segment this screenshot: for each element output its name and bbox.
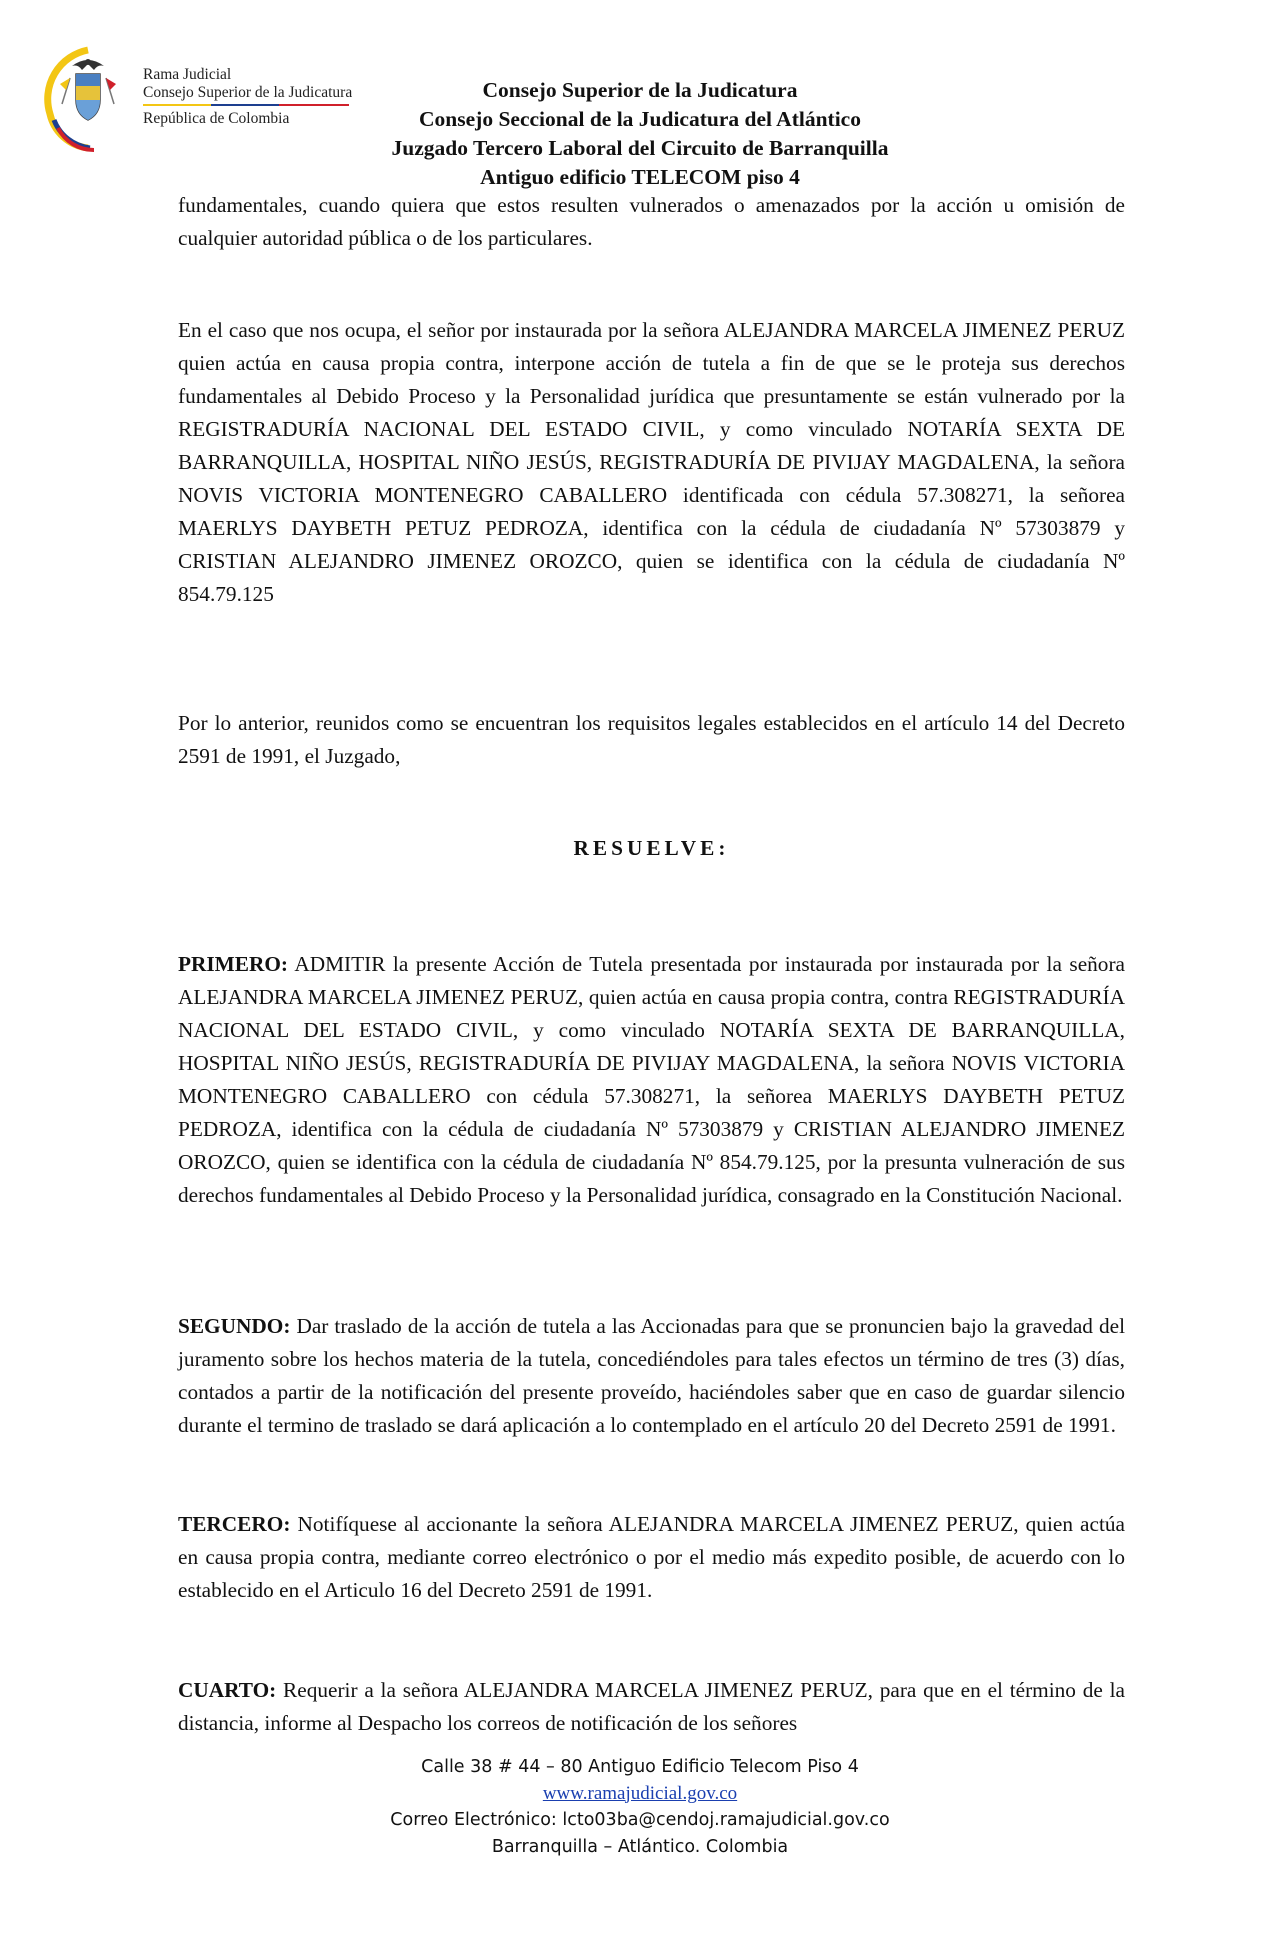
resolution-text: Dar traslado de la acción de tutela a las Accionadas para que se pronuncien bajo la gravedad del juramento sobre los hechos materia de la tutela, concediéndoles para tales efectos un término de tres (3) días, contados a partir de la notificación del presente proveído, haciéndoles saber que en caso de guardar silencio durante el termino de traslado se dará aplicación a lo contemplado en el artículo 20 del Decreto 2591 de 1991. — [178, 1314, 1125, 1437]
resolution-label: SEGUNDO: — [178, 1314, 291, 1338]
resuelve-heading: RESUELVE: — [573, 836, 730, 860]
footer-city: Barranquilla – Atlántico. Colombia — [491, 1836, 789, 1857]
paragraph-text: fundamentales, cuando quiera que estos resulten vulnerados o amenazados por la acción u omisión de cualquier autoridad pública o de los particulares. — [178, 193, 1125, 250]
header-title: Consejo Superior de la Judicatura — [482, 78, 798, 102]
header-title: Antiguo edificio TELECOM piso 4 — [480, 165, 800, 189]
brand-line: República de Colombia — [143, 110, 290, 127]
resolution-text: ADMITIR la presente Acción de Tutela presentada por instaurada por instaurada por la señora ALEJANDRA MARCELA JIMENEZ PERUZ, quien actúa en causa propia contra, contra REGISTRADURÍA NACIONAL DEL ESTADO CIVIL, y como vinculado NOTARÍA SEXTA DE BARRANQUILLA, HOSPITAL NIÑO JESÚS, REGISTRADURÍA DE PIVIJAY MAGDALENA, la señora NOVIS VICTORIA MONTENEGRO CABALLERO con cédula 57.308271, la señorea MAERLYS DAYBETH PETUZ PEDROZA, identifica con la cédula de ciudadanía Nº 57303879 y CRISTIAN ALEJANDRO JIMENEZ OROZCO, quien se identifica con la cédula de ciudadanía Nº 854.79.125, por la presunta vulneración de sus derechos fundamentales al Debido Proceso y la Personalidad jurídica, consagrado en la Constitución Nacional. — [178, 952, 1125, 1207]
paragraph — [178, 189, 1125, 255]
footer-email: Correo Electrónico: lcto03ba@cendoj.ramajudicial.gov.co — [390, 1810, 890, 1830]
brand-line: Consejo Superior de la Judicatura — [143, 83, 353, 101]
resolution-label: CUARTO: — [178, 1678, 277, 1702]
resolution-segundo — [178, 1310, 1125, 1442]
resolution-text: Notifíquese al accionante la señora ALEJANDRA MARCELA JIMENEZ PERUZ, quien actúa en causa propia contra, mediante correo electrónico o por el medio más expedito posible, de acuerdo con lo establecido en el Articulo 16 del Decreto 2591 de 1991. — [178, 1512, 1125, 1602]
brand-line: Rama Judicial — [143, 66, 232, 83]
footer-address: Calle 38 # 44 – 80 Antiguo Edificio Telecom Piso 4 — [421, 1757, 859, 1777]
resolution-tercero — [178, 1508, 1125, 1607]
paragraph-text: Por lo anterior, reunidos como se encuentran los requisitos legales establecidos en el artículo 14 del Decreto 2591 de 1991, el Juzgado, — [178, 711, 1125, 768]
paragraph — [178, 707, 1125, 773]
paragraph — [178, 314, 1125, 611]
resolution-label: TERCERO: — [178, 1512, 291, 1536]
footer — [300, 1754, 980, 1860]
resolution-primero — [178, 948, 1125, 1212]
resolution-cuarto — [178, 1674, 1125, 1740]
coat-of-arms-logo-icon — [42, 44, 134, 156]
letterhead-titles — [300, 76, 980, 192]
resolution-label: PRIMERO: — [178, 952, 289, 976]
paragraph-text: En el caso que nos ocupa, el señor por instaurada por la señora ALEJANDRA MARCELA JIMENEZ PERUZ quien actúa en causa propia contra, interpone acción de tutela a fin de que se le proteja sus derechos fundamentales al Debido Proceso y la Personalidad jurídica que presuntamente se están vulnerado por la REGISTRADURÍA NACIONAL DEL ESTADO CIVIL, y como vinculado NOTARÍA SEXTA DE BARRANQUILLA, HOSPITAL NIÑO JESÚS, REGISTRADURÍA DE PIVIJAY MAGDALENA, la señora NOVIS VICTORIA MONTENEGRO CABALLERO identificada con cédula 57.308271, la señorea MAERLYS DAYBETH PETUZ PEDROZA, identifica con la cédula de ciudadanía Nº 57303879 y CRISTIAN ALEJANDRO JIMENEZ OROZCO, quien se identifica con la cédula de ciudadanía Nº 854.79.125 — [178, 318, 1125, 606]
header-title: Consejo Seccional de la Judicatura del Atlántico — [419, 107, 861, 131]
footer-website-link[interactable]: www.ramajudicial.gov.co — [542, 1782, 738, 1804]
resolution-text: Requerir a la señora ALEJANDRA MARCELA JIMENEZ PERUZ, para que en el término de la distancia, informe al Despacho los correos de notificación de los señores — [178, 1678, 1125, 1735]
header-title: Juzgado Tercero Laboral del Circuito de Barranquilla — [391, 136, 889, 160]
